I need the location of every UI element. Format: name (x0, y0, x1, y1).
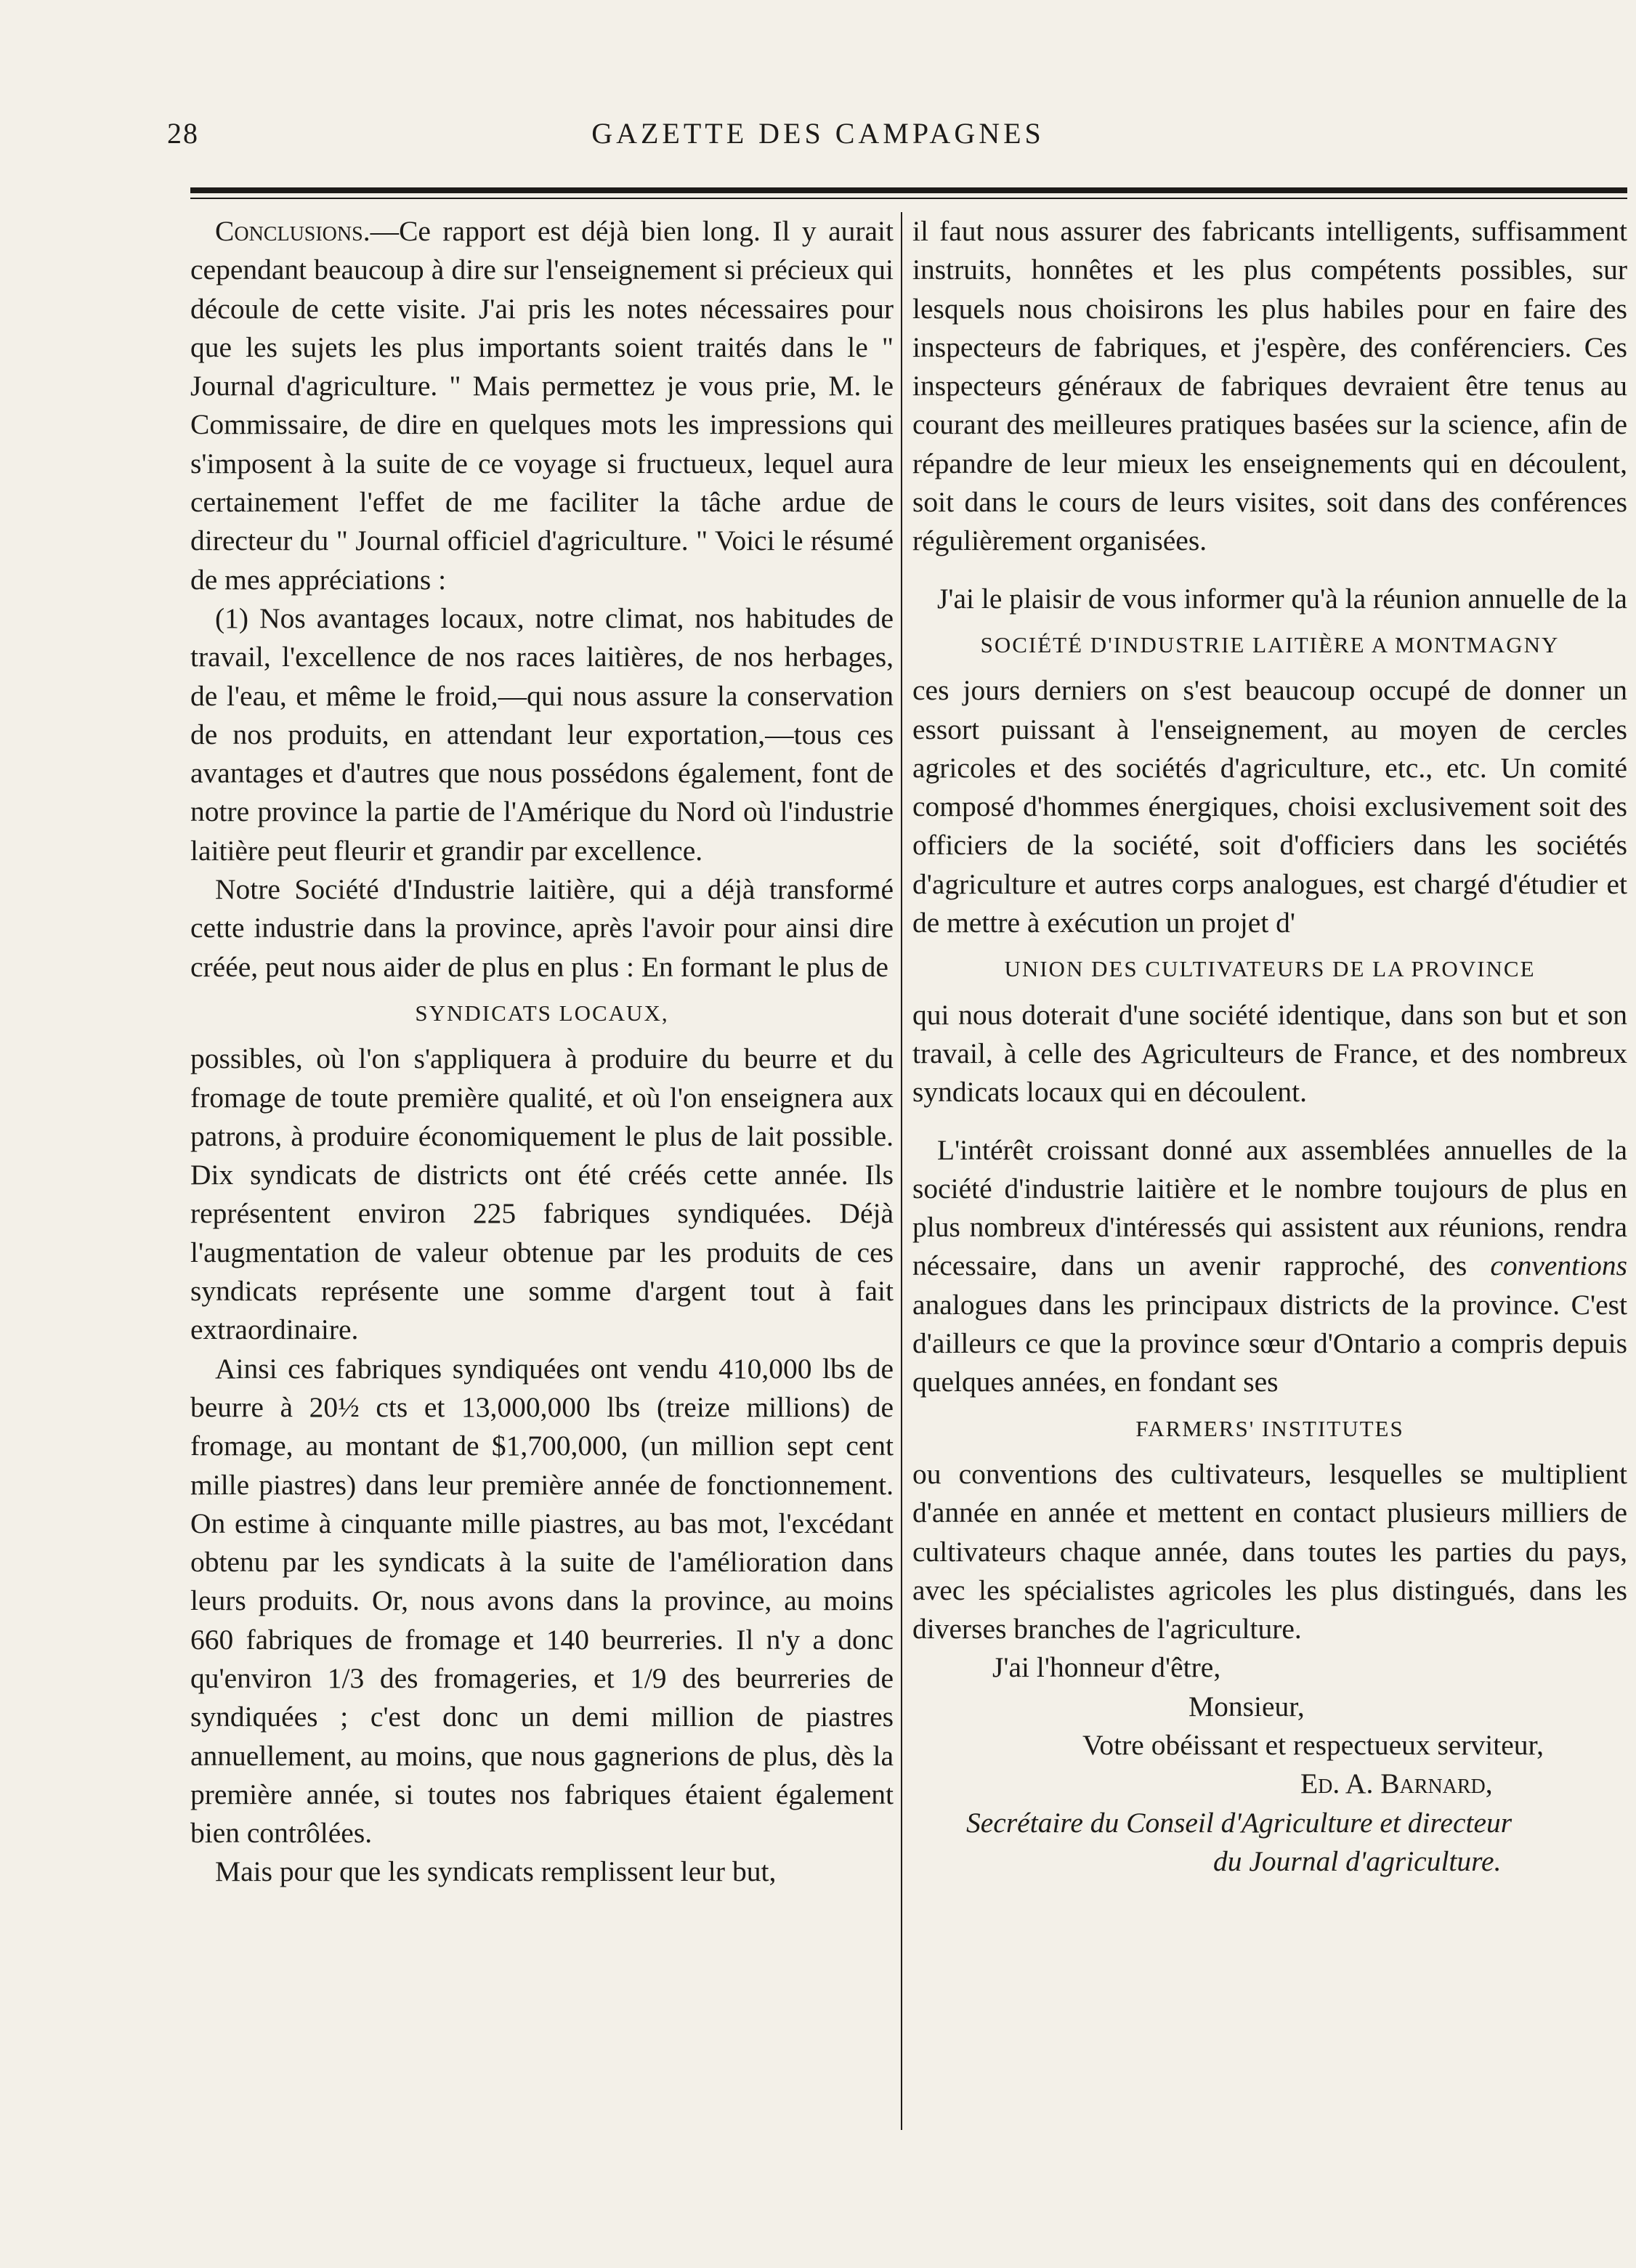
conclusions-lead: Conclusions. (215, 215, 370, 247)
right-column (912, 212, 1627, 1881)
paragraph: il faut nous assurer des fabricants intelligents, suffisamment instruits, honnêtes et les plus compétents possibles, sur lesquels nous choisirons les plus habiles pour en faire des inspecteurs de fabriques, et j'espère, des conférenciers. Ces inspecteurs généraux de fabriques devraient être tenus au courant des meilleures pratiques basées sur la science, afin de répandre de leur mieux les enseignements qui en découlent, soit dans le cours de leurs visites, soit dans des conférences régulièrement organisées. (912, 215, 1627, 557)
signature-name: Ed. A. Barnard, (1300, 1767, 1493, 1800)
subheading-societe: SOCIÉTÉ D'INDUSTRIE LAITIÈRE A MONTMAGNY (980, 631, 1560, 657)
paragraph (190, 212, 894, 599)
paragraph-text: —Ce rapport est déjà bien long. Il y aurait cependant beaucoup à dire sur l'enseignement si précieux qui découle de cette visite. J'ai pris les notes nécessaires pour que les sujets les plus importants soient traités dans le " Journal d'agriculture. " Mais permettez je vous prie, M. le Commissaire, de dire en quelques mots les impressions qui s'imposent à la suite de ce voyage si fructueux, lequel aura certainement l'effet de me faciliter la tâche ardue de directeur du " Journal officiel d'agriculture. " Voici le résumé de mes appréciations : (190, 215, 894, 596)
subheading-farmers-institutes: FARMERS' INSTITUTES (1135, 1415, 1404, 1441)
page-number: 28 (167, 117, 199, 150)
header-rule-thin (190, 198, 1627, 199)
closing-salutation: J'ai l'honneur d'être, (992, 1651, 1221, 1684)
paragraph: possibles, où l'on s'appliquera à produire du beurre et du fromage de toute première qualité, et où l'on enseignera aux patrons, à produire économiquement le plus de lait possible. Dix syndicats de districts ont été créés cette année. Ils représentent environ 225 fabriques syndiquées. Déjà l'augmentation de valeur obtenue par les produits de ces syndicats représente une somme d'argent tout à fait extraordinaire. (190, 1042, 894, 1346)
closing-servant: Votre obéissant et respectueux serviteur, (1082, 1728, 1544, 1761)
emphasis-conventions: conventions (1490, 1250, 1627, 1282)
paragraph: (1) Nos avantages locaux, notre climat, nos habitudes de travail, l'excellence de nos races laitières, de nos herbages, de l'eau, et même le froid,—qui nous assure la conservation de nos produits, en attendant leur exportation,—tous ces avantages et d'autres que nous possédons également, font de notre province la partie de l'Amérique du Nord où l'industrie laitière peut fleurir et grandir par excellence. (190, 602, 894, 867)
paragraph-text: L'intérêt croissant donné aux assemblées annuelles de la société d'industrie laitière et le nombre toujours de plus en plus nombreux d'intéressés qui assistent aux réunions, rendra nécessaire, dans un avenir rapproché, des (912, 1133, 1627, 1282)
subheading-syndicats: SYNDICATS LOCAUX, (415, 1000, 669, 1026)
paragraph: Ainsi ces fabriques syndiquées ont vendu 410,000 lbs de beurre à 20½ cts et 13,000,000 lbs (treize millions) de fromage, au montant de $1,700,000, (un million sept cent mille piastres) dans leur première année de fonctionnement. On estime à cinquante mille piastres, au bas mot, l'excédant obtenu par les syndicats à la suite de l'amélioration dans leurs produits. Or, nous avons dans la province, au moins 660 fabriques de fromage et 140 beurreries. Il n'y a donc qu'environ 1/3 des fromageries, et 1/9 des beurreries de syndiquées ; c'est donc un demi million de piastres annuellement, au moins, que nous gagnerions de plus, dès la première année, si toutes nos fabriques étaient également bien contrôlées. (190, 1352, 894, 1850)
signature-title-2: du Journal d'agriculture. (1213, 1844, 1502, 1877)
paragraph-text: analogues dans les principaux districts de la province. C'est d'ailleurs ce que la province sœur d'Ontario a compris depuis quelques années, en fondant ses (912, 1288, 1627, 1398)
left-column (190, 212, 894, 1892)
column-divider (901, 212, 902, 2130)
paragraph: qui nous doterait d'une société identique, dans son but et son travail, à celle des Agriculteurs de France, et des nombreux syndicats locaux qui en découlent. (912, 998, 1627, 1109)
paragraph: ou conventions des cultivateurs, lesquelles se multiplient d'année en année et mettent en contact plusieurs milliers de cultivateurs chaque année, dans toutes les parties du pays, avec les spécialistes agricoles les plus distingués, dans les diverses branches de l'agriculture. (912, 1457, 1627, 1645)
paragraph: Notre Société d'Industrie laitière, qui a déjà transformé cette industrie dans la province, après l'avoir pour ainsi dire créée, peut nous aider de plus en plus : En formant le plus de (190, 873, 894, 983)
paragraph (912, 1131, 1627, 1402)
subheading-union: UNION DES CULTIVATEURS DE LA PROVINCE (1004, 956, 1536, 982)
paragraph: Mais pour que les syndicats remplissent leur but, (215, 1855, 777, 1888)
running-title: GAZETTE DES CAMPAGNES (591, 117, 1045, 150)
closing-monsieur: Monsieur, (1188, 1690, 1305, 1722)
header-rule-thick (190, 187, 1627, 193)
paragraph: J'ai le plaisir de vous informer qu'à la réunion annuelle de la (937, 582, 1627, 615)
signature-title: Secrétaire du Conseil d'Agriculture et directeur (966, 1806, 1513, 1839)
paragraph: ces jours derniers on s'est beaucoup occupé de donner un essort puissant à l'enseignement, au moyen de cercles agricoles et des sociétés d'agriculture, etc., etc. Un comité composé d'hommes énergiques, choisi exclusivement soit des officiers de la société, soit d'officiers dans les sociétés d'agriculture et autres corps analogues, est chargé d'étudier et de mettre à exécution un projet d' (912, 674, 1627, 939)
